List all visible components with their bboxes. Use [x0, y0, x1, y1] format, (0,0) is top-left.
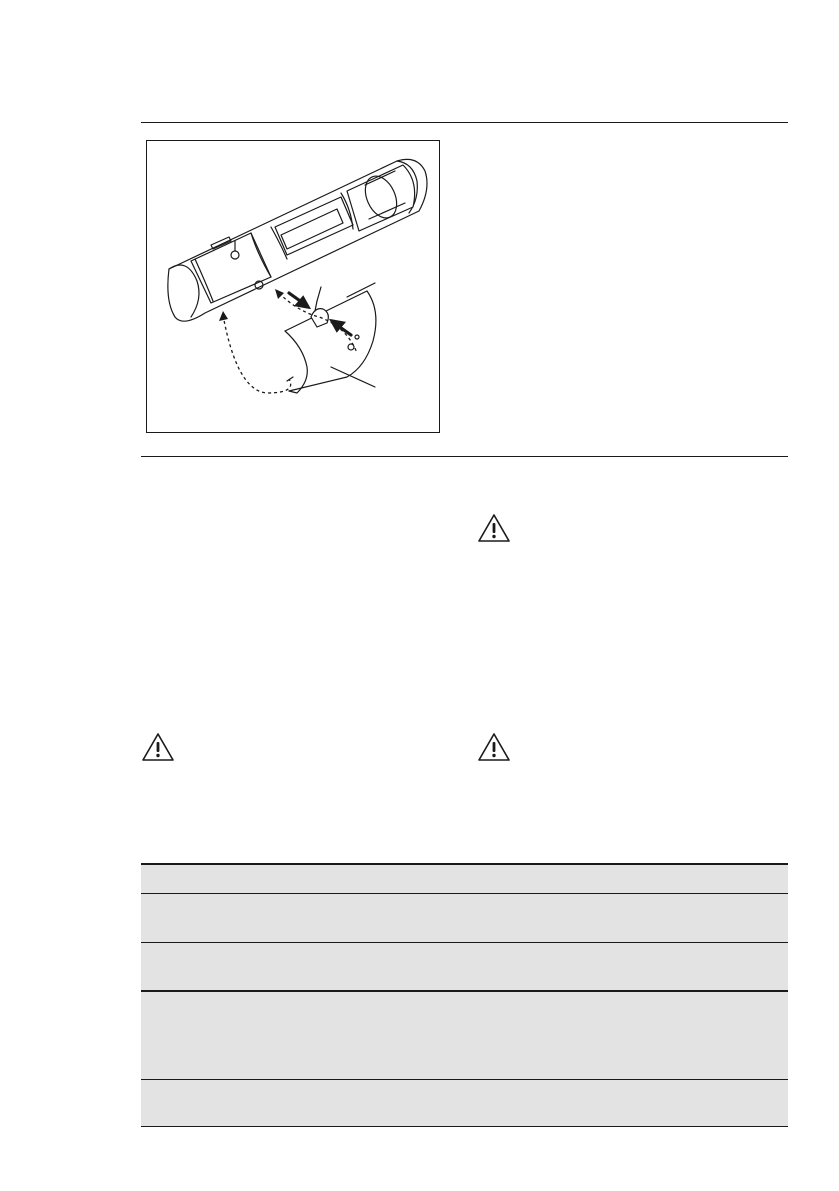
- illustration-frame: [146, 140, 440, 433]
- table-row: [141, 1079, 788, 1127]
- filter-cover-assembly-illustration: [147, 141, 441, 434]
- table-row: [141, 942, 788, 990]
- troubleshooting-table: [141, 863, 788, 1127]
- table-header: [141, 863, 788, 893]
- warning-triangle-icon: [141, 732, 175, 762]
- warning-triangle-icon: [477, 513, 511, 543]
- warning-triangle-icon: [477, 732, 511, 762]
- table-row: [141, 893, 788, 942]
- table-row: [141, 990, 788, 1079]
- middle-divider: [141, 456, 788, 457]
- top-divider: [141, 122, 788, 123]
